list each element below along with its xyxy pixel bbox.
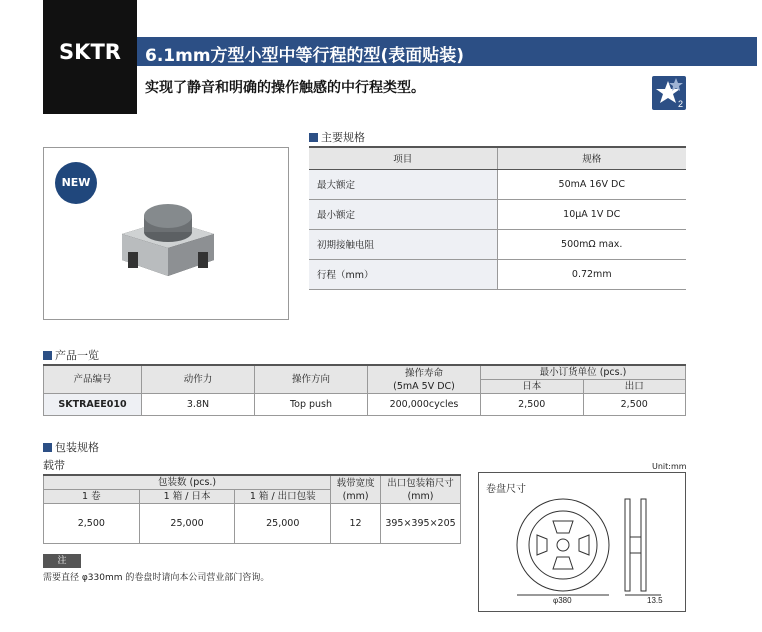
pack-tape-width: 12 (331, 504, 381, 544)
col-qty: 包装数 (pcs.) (44, 475, 331, 490)
series-label: SKTR (59, 40, 121, 64)
product-table (43, 364, 686, 416)
col-export-box-line2: (mm) (407, 490, 434, 502)
col-tape-width-line1: 载带宽度 (336, 477, 375, 489)
col-life-line1: 操作寿命 (404, 367, 443, 379)
col-export-box (381, 475, 461, 504)
packing-heading-text: 包装规格 (55, 441, 99, 454)
col-code: 产品编号 (44, 365, 142, 394)
product-force: 3.8N (142, 394, 255, 416)
col-export-box-line1: 出口包装箱尺寸 (387, 477, 454, 489)
note-tag: 注 (43, 554, 81, 568)
product-list-heading (43, 347, 99, 363)
spec-table (309, 146, 686, 290)
pack-export-box: 395×395×205 (381, 504, 461, 544)
spec-item: 初期接触电阻 (309, 229, 497, 259)
spec-value: 0.72mm (497, 259, 686, 289)
spec-col-item: 项目 (309, 147, 497, 169)
product-moq-japan: 2,500 (481, 394, 584, 416)
square-bullet-icon (309, 133, 318, 142)
col-japan: 日本 (481, 380, 584, 394)
spec-col-value: 规格 (497, 147, 686, 169)
product-moq-export: 2,500 (583, 394, 686, 416)
col-force: 动作力 (142, 365, 255, 394)
note-text: 需要直径 φ330mm 的卷盘时请向本公司营业部门咨询。 (43, 573, 270, 583)
star-icon (652, 76, 686, 110)
table-row (309, 199, 686, 229)
reel-title: 卷盘尺寸 (486, 484, 526, 495)
col-tape-width (331, 475, 381, 504)
packing-type: 载带 (43, 459, 65, 472)
reel-diameter-label: φ380 (553, 596, 572, 605)
square-bullet-icon (43, 443, 52, 452)
col-life (368, 365, 481, 394)
page-title: 6.1mm方型小型中等行程的型(表面贴装) (145, 46, 465, 66)
spec-value: 500mΩ max. (497, 229, 686, 259)
spec-item: 最小额定 (309, 199, 497, 229)
col-direction: 操作方向 (255, 365, 368, 394)
rank-badge (652, 76, 686, 110)
page-subtitle: 实现了静音和明确的操作触感的中行程类型。 (145, 80, 425, 96)
product-code: SKTRAEE010 (44, 394, 142, 416)
product-direction: Top push (255, 394, 368, 416)
spec-item: 行程（mm） (309, 259, 497, 289)
table-row (309, 229, 686, 259)
packing-table (43, 474, 461, 544)
pack-box-export: 25,000 (235, 504, 331, 544)
col-tape-width-line2: (mm) (342, 490, 369, 502)
col-box-japan: 1 箱 / 日本 (139, 490, 235, 504)
table-row (309, 259, 686, 289)
col-moq: 最小订货单位 (pcs.) (481, 365, 686, 380)
rank-number: 2 (678, 99, 684, 109)
packing-heading (43, 439, 99, 455)
square-bullet-icon (43, 351, 52, 360)
product-life: 200,000cycles (368, 394, 481, 416)
pack-reel: 2,500 (44, 504, 140, 544)
spec-heading (309, 129, 365, 145)
spec-heading-text: 主要规格 (321, 131, 365, 144)
col-life-line2: (5mA 5V DC) (393, 380, 455, 392)
pack-box-japan: 25,000 (139, 504, 235, 544)
col-reel: 1 卷 (44, 490, 140, 504)
table-row (44, 504, 461, 544)
table-row (309, 169, 686, 199)
spec-value: 50mA 16V DC (497, 169, 686, 199)
new-badge: NEW (55, 162, 97, 204)
spec-value: 10μA 1V DC (497, 199, 686, 229)
product-list-heading-text: 产品一览 (55, 349, 99, 362)
reel-width-label: 13.5 (647, 596, 663, 605)
unit-label: Unit:mm (652, 462, 687, 471)
col-box-export: 1 箱 / 出口包装 (235, 490, 331, 504)
table-row (44, 394, 686, 416)
col-export: 出口 (583, 380, 686, 394)
spec-item: 最大额定 (309, 169, 497, 199)
